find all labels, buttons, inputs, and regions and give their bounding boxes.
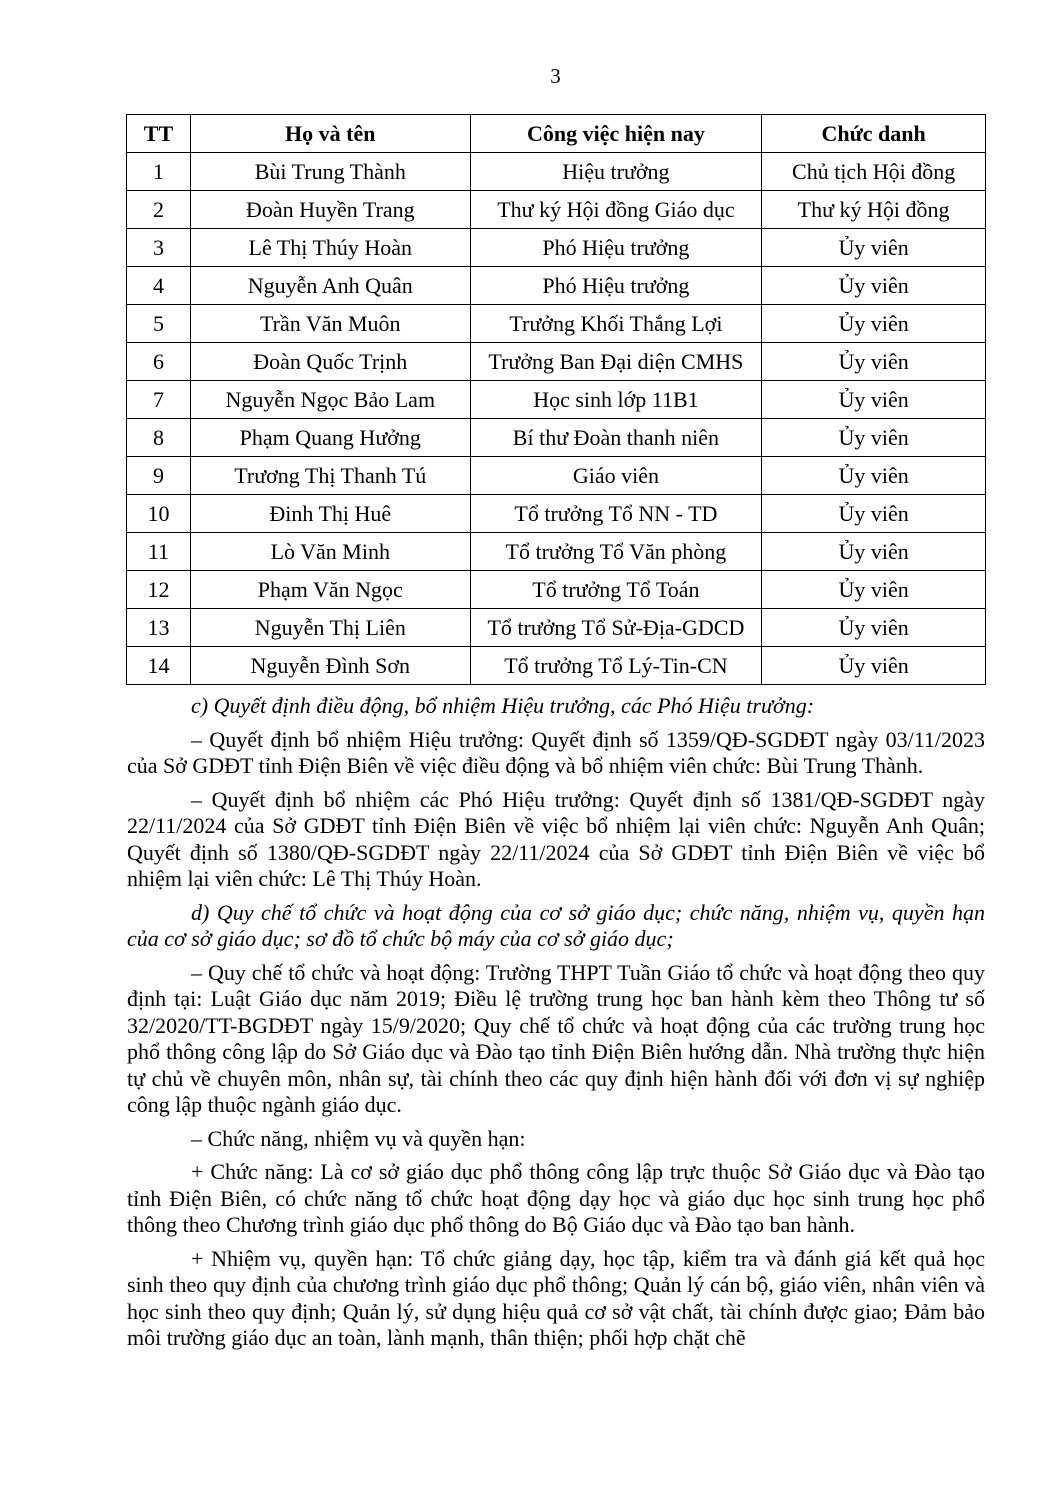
table-row [127,647,986,685]
cell-current-job: Tổ trưởng Tổ NN - TD [470,495,762,533]
cell-name: Đinh Thị Huê [190,495,470,533]
cell-tt: 10 [127,495,191,533]
table-row [127,381,986,419]
section-d-heading: d) Quy chế tổ chức và hoạt động của cơ sở giáo dục; chức năng, nhiệm vụ, quyền hạn của cơ sở giáo dục; sơ đồ tổ chức bộ máy của cơ sở giáo dục; [127,899,985,951]
cell-current-job: Tổ trưởng Tổ Sử-Địa-GDCD [470,609,762,647]
cell-position: Ủy viên [762,495,986,533]
table-header-row [127,115,986,153]
cell-position: Ủy viên [762,343,986,381]
header-name: Họ và tên [190,115,470,153]
council-members-table [126,114,986,685]
cell-tt: 8 [127,419,191,457]
table-row [127,229,986,267]
cell-tt: 12 [127,571,191,609]
cell-current-job: Phó Hiệu trưởng [470,267,762,305]
cell-tt: 3 [127,229,191,267]
table-row [127,609,986,647]
table-row [127,153,986,191]
document-body [127,693,985,1359]
table-row [127,305,986,343]
table-row [127,419,986,457]
cell-name: Lò Văn Minh [190,533,470,571]
cell-tt: 9 [127,457,191,495]
cell-position: Ủy viên [762,267,986,305]
table-row [127,571,986,609]
cell-current-job: Tổ trưởng Tổ Văn phòng [470,533,762,571]
section-c-heading: c) Quyết định điều động, bổ nhiệm Hiệu trưởng, các Phó Hiệu trưởng: [191,693,815,718]
cell-position: Ủy viên [762,457,986,495]
cell-name: Nguyễn Đình Sơn [190,647,470,685]
cell-tt: 2 [127,191,191,229]
header-position: Chức danh [762,115,986,153]
cell-tt: 6 [127,343,191,381]
cell-position: Chủ tịch Hội đồng [762,153,986,191]
cell-name: Trần Văn Muôn [190,305,470,343]
header-tt: TT [127,115,191,153]
cell-position: Ủy viên [762,609,986,647]
table-row [127,343,986,381]
cell-position: Ủy viên [762,381,986,419]
section-d-paragraph-2: – Chức năng, nhiệm vụ và quyền hạn: [191,1125,526,1151]
cell-name: Lê Thị Thúy Hoàn [190,229,470,267]
cell-current-job: Tổ trưởng Tổ Lý-Tin-CN [470,647,762,685]
table-row [127,495,986,533]
cell-position: Ủy viên [762,571,986,609]
cell-tt: 4 [127,267,191,305]
cell-current-job: Trưởng Khối Thắng Lợi [470,305,762,343]
cell-tt: 13 [127,609,191,647]
table-body [127,153,986,685]
header-current-job: Công việc hiện nay [470,115,762,153]
cell-tt: 1 [127,153,191,191]
cell-current-job: Bí thư Đoàn thanh niên [470,419,762,457]
cell-current-job: Trưởng Ban Đại diện CMHS [470,343,762,381]
cell-tt: 5 [127,305,191,343]
cell-current-job: Hiệu trưởng [470,153,762,191]
cell-tt: 14 [127,647,191,685]
cell-name: Trương Thị Thanh Tú [190,457,470,495]
cell-current-job: Giáo viên [470,457,762,495]
cell-current-job: Phó Hiệu trưởng [470,229,762,267]
section-c-paragraph-1: – Quyết định bổ nhiệm Hiệu trưởng: Quyết định số 1359/QĐ-SGDĐT ngày 03/11/2023 của Sở GDĐT tỉnh Điện Biên về việc điều động và bổ nhiệm viên chức: Bùi Trung Thành. [127,726,985,778]
cell-current-job: Thư ký Hội đồng Giáo dục [470,191,762,229]
cell-name: Nguyễn Anh Quân [190,267,470,305]
table-row [127,457,986,495]
section-d-paragraph-1: – Quy chế tổ chức và hoạt động: Trường THPT Tuần Giáo tổ chức và hoạt động theo quy định tại: Luật Giáo dục năm 2019; Điều lệ trường trung học ban hành kèm theo Thông tư số 32/2020/TT-BGDĐT ngày 15/9/2020; Quy chế tổ chức và hoạt động của các trường trung học phổ thông công lập do Sở Giáo dục và Đào tạo tỉnh Điện Biên hướng dẫn. Nhà trường thực hiện tự chủ về chuyên môn, nhân sự, tài chính theo các quy định hiện hành đối với đơn vị sự nghiệp công lập thuộc ngành giáo dục. [127,959,985,1117]
cell-name: Đoàn Quốc Trịnh [190,343,470,381]
table-row [127,191,986,229]
cell-position: Thư ký Hội đồng [762,191,986,229]
section-d-paragraph-3: + Chức năng: Là cơ sở giáo dục phổ thông công lập trực thuộc Sở Giáo dục và Đào tạo tỉnh Điện Biên, có chức năng tổ chức hoạt động dạy học và giáo dục học sinh trung học phổ thông theo Chương trình giáo dục phổ thông do Bộ Giáo dục và Đào tạo ban hành. [127,1159,985,1237]
cell-position: Ủy viên [762,419,986,457]
section-c-paragraph-2: – Quyết định bổ nhiệm các Phó Hiệu trưởng: Quyết định số 1381/QĐ-SGDĐT ngày 22/11/2024 của Sở GDĐT tỉnh Điện Biên về việc bổ nhiệm lại viên chức: Nguyễn Anh Quân; Quyết định số 1380/QĐ-SGDĐT ngày 22/11/2024 của Sở GDĐT tỉnh Điện Biên về việc bổ nhiệm lại viên chức: Lê Thị Thúy Hoàn. [127,786,985,891]
section-d-paragraph-4: + Nhiệm vụ, quyền hạn: Tổ chức giảng dạy, học tập, kiểm tra và đánh giá kết quả học sinh theo quy định của chương trình giáo dục phổ thông; Quản lý cán bộ, giáo viên, nhân viên và học sinh theo quy định; Quản lý, sử dụng hiệu quả cơ sở vật chất, tài chính được giao; Đảm bảo môi trường giáo dục an toàn, lành mạnh, thân thiện; phối hợp chặt chẽ [127,1245,985,1350]
cell-name: Nguyễn Ngọc Bảo Lam [190,381,470,419]
table-row [127,533,986,571]
cell-name: Bùi Trung Thành [190,153,470,191]
cell-position: Ủy viên [762,533,986,571]
cell-position: Ủy viên [762,229,986,267]
cell-current-job: Tổ trưởng Tổ Toán [470,571,762,609]
cell-current-job: Học sinh lớp 11B1 [470,381,762,419]
cell-name: Nguyễn Thị Liên [190,609,470,647]
cell-name: Phạm Văn Ngọc [190,571,470,609]
cell-tt: 11 [127,533,191,571]
table-row [127,267,986,305]
cell-name: Đoàn Huyền Trang [190,191,470,229]
cell-position: Ủy viên [762,647,986,685]
page-number: 3 [550,64,561,88]
cell-tt: 7 [127,381,191,419]
cell-name: Phạm Quang Hưởng [190,419,470,457]
cell-position: Ủy viên [762,305,986,343]
